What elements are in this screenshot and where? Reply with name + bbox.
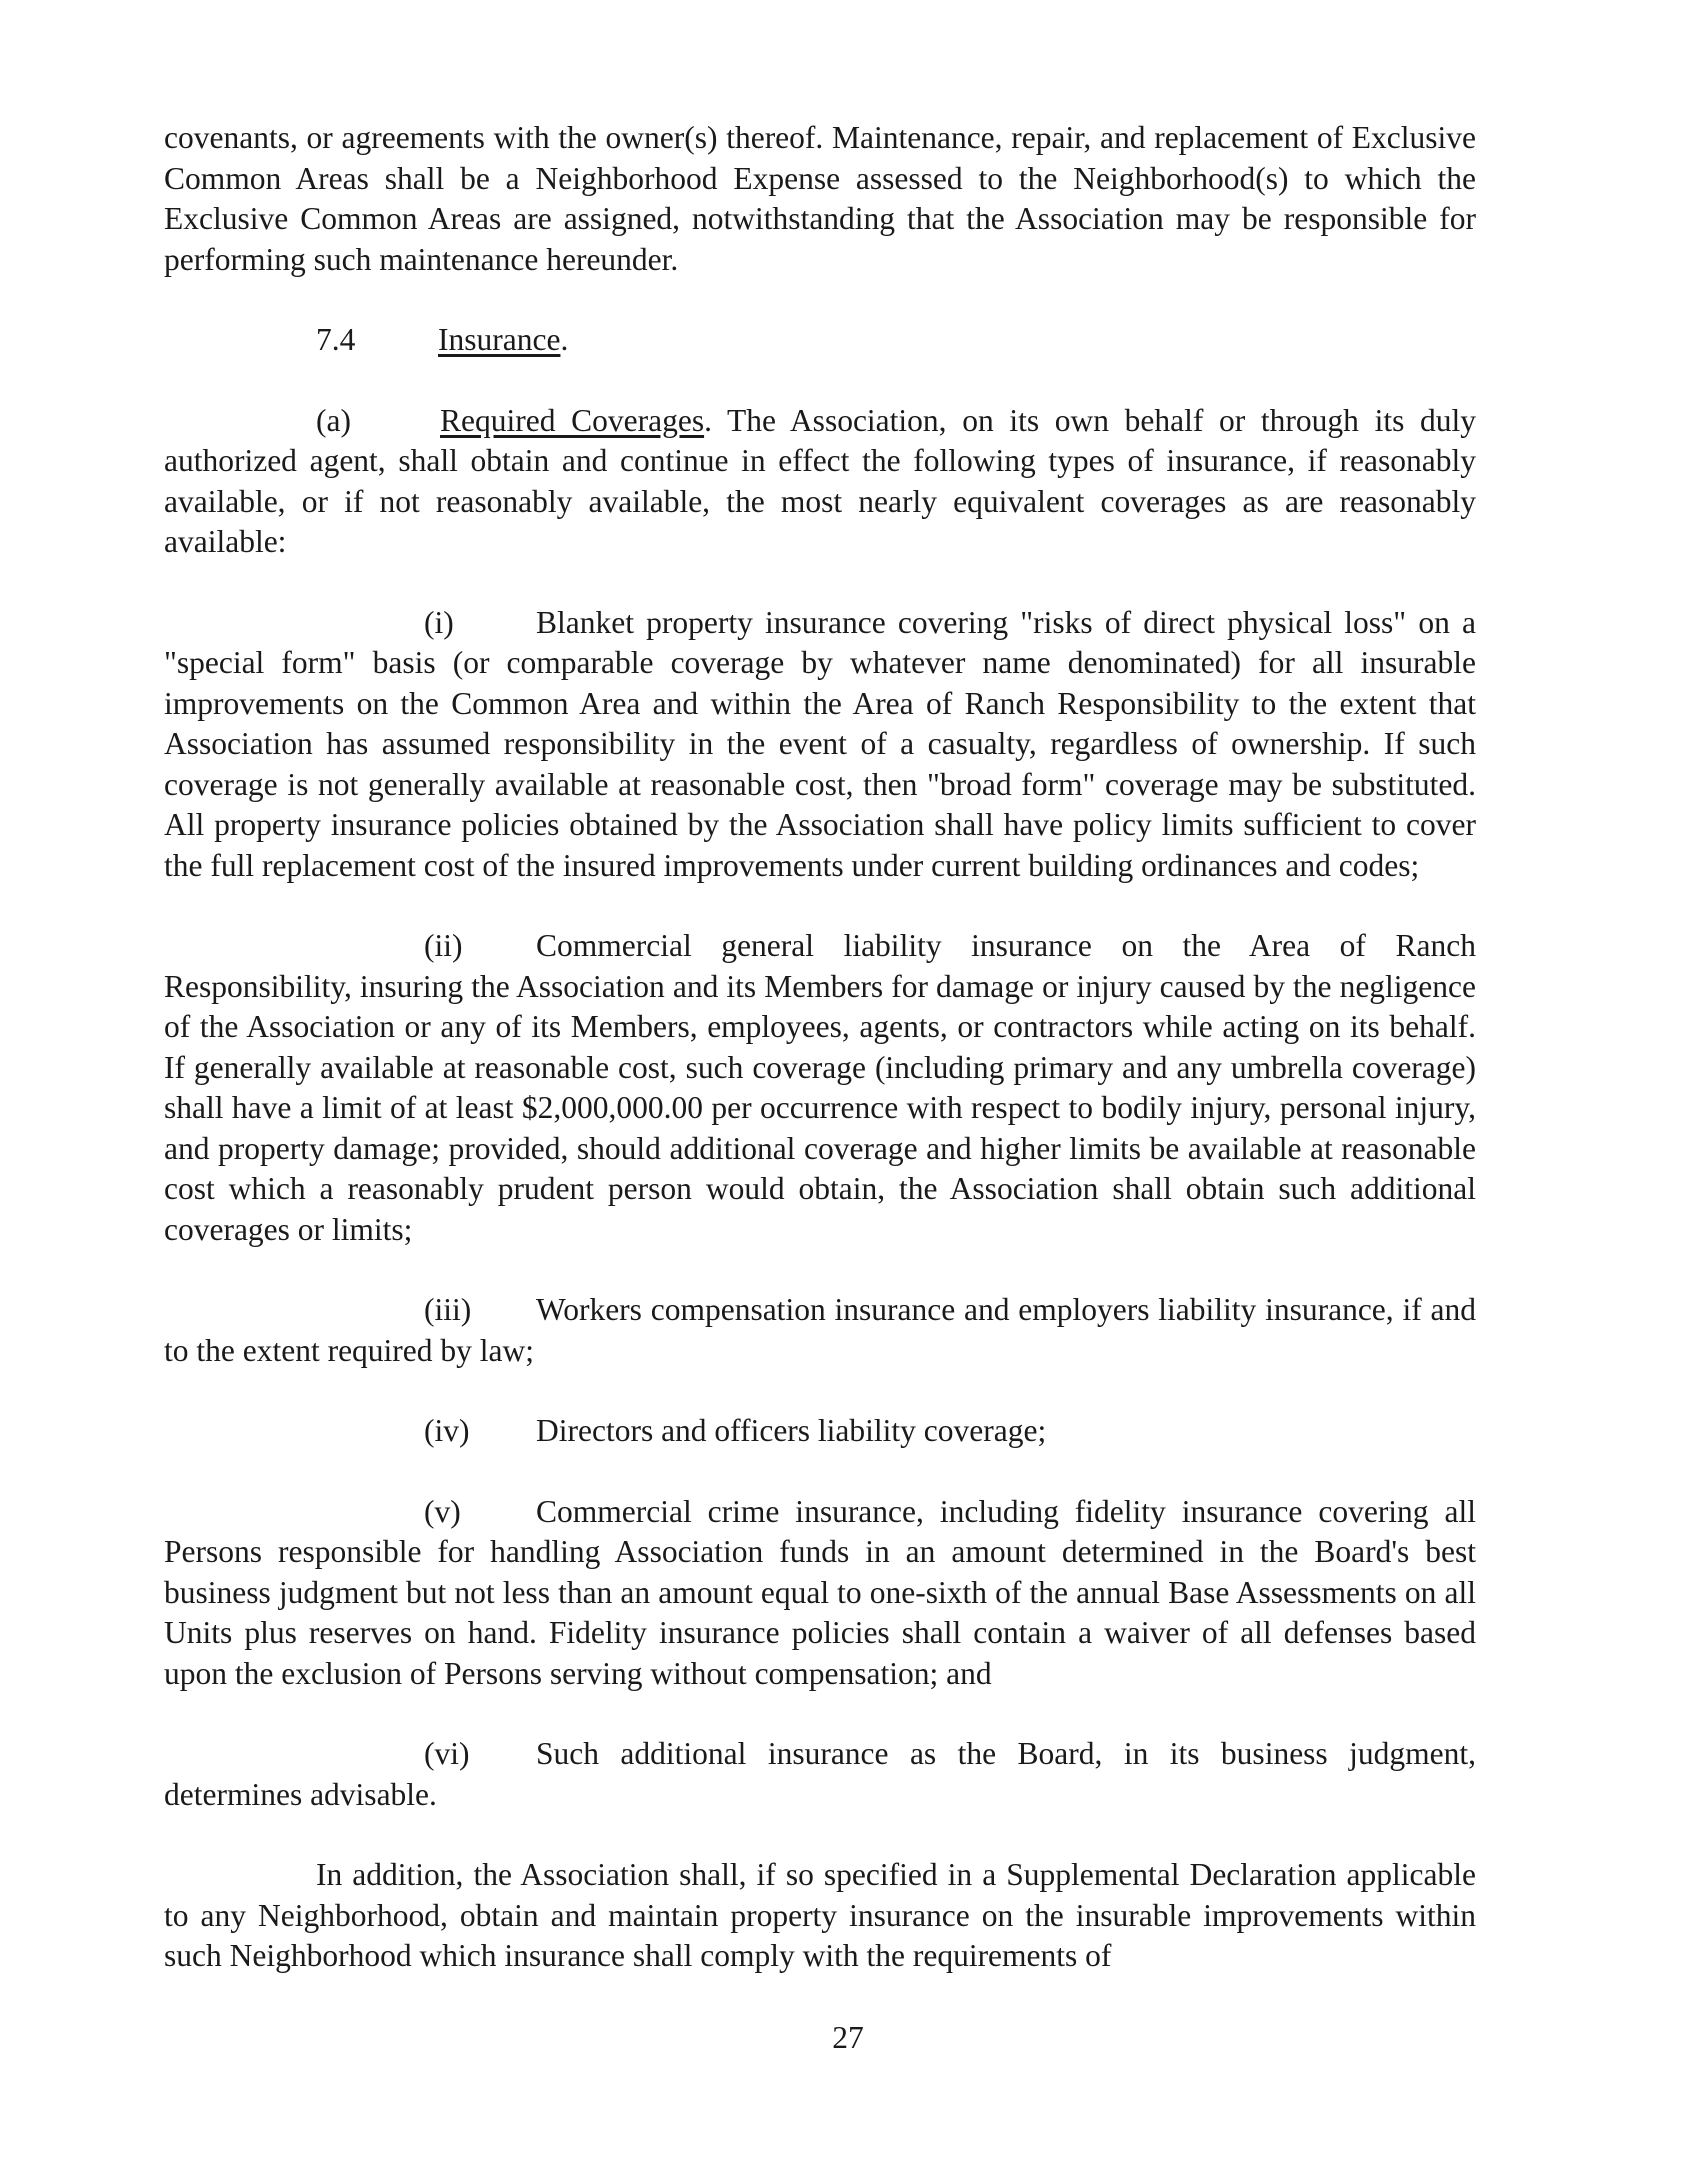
coverage-item-vi: [164, 1734, 1476, 1815]
coverage-item-iii: [164, 1290, 1476, 1371]
item-text: Workers compensation insurance and employers liability insurance, if and to the extent required by law;: [164, 1292, 1476, 1368]
section-title-suffix: .: [560, 322, 569, 357]
section-heading: [164, 320, 1476, 361]
item-text: Directors and officers liability coverage;: [536, 1413, 1047, 1448]
subsection-a-title-suffix: .: [704, 402, 712, 438]
item-label: (vi): [424, 1736, 470, 1771]
item-label: (iii): [424, 1292, 472, 1327]
coverage-item-i: [164, 603, 1476, 887]
opening-paragraph: covenants, or agreements with the owner(s) thereof. Maintenance, repair, and replacement of Exclusive Common Areas shall be a Neighborhood Expense assessed to the Neighborhood(s) to which the Exclusive Common Areas are assigned, notwithstanding that the Association may be responsible for performing such maintenance hereunder.: [164, 120, 1476, 277]
item-label: (i): [424, 604, 454, 640]
item-text: Blanket property insurance covering "risks of direct physical loss" on a "special form" basis (or comparable coverage by whatever name denominated) for all insurable improvements on the Common Area and within the Area of Ranch Responsibility to the extent that Association has assumed responsibility in the event of a casualty, regardless of ownership. If such coverage is not generally available at reasonable cost, then "broad form" coverage may be substituted. All property insurance policies obtained by the Association shall have policy limits sufficient to cover the full replacement cost of the insured improvements under current building ordinances and codes;: [164, 604, 1476, 883]
closing-paragraph: In addition, the Association shall, if so specified in a Supplemental Declaration applicable to any Neighborhood, obtain and maintain property insurance on the insurable improvements within such Neighborhood which insurance shall comply with the requirements of: [164, 1857, 1476, 1973]
subsection-a-title: Required Coverages: [440, 402, 705, 438]
section-number: 7.4: [316, 322, 356, 357]
subsection-a: [164, 401, 1476, 563]
coverage-item-v: [164, 1492, 1476, 1695]
item-label: (v): [424, 1493, 461, 1529]
coverage-item-ii: [164, 926, 1476, 1250]
coverage-item-iv: [164, 1411, 1476, 1452]
subsection-a-text: The Association, on its own behalf or through its duly authorized agent, shall obtain and continue in effect the following types of insurance, if reasonably available, or if not reasonably available, the most nearly equivalent coverages as are reasonably available:: [164, 402, 1476, 559]
item-label: (ii): [424, 928, 463, 963]
item-text: Such additional insurance as the Board, in its business judgment, determines advisable.: [164, 1736, 1476, 1812]
item-text: Commercial crime insurance, including fidelity insurance covering all Persons responsible for handling Association funds in an amount determined in the Board's best business judgment but not less than an amount equal to one-sixth of the annual Base Assessments on all Units plus reserves on hand. Fidelity insurance policies shall contain a waiver of all defenses based upon the exclusion of Persons serving without compensation; and: [164, 1493, 1476, 1691]
item-label: (iv): [424, 1413, 470, 1448]
section-title: Insurance: [438, 322, 561, 357]
page-number: 27: [832, 2020, 864, 2055]
subsection-a-label: (a): [316, 402, 351, 438]
document-page: [164, 118, 1476, 1977]
item-text: Commercial general liability insurance on the Area of Ranch Responsibility, insuring the Association and its Members for damage or injury caused by the negligence of the Association or any of its Members, employees, agents, or contractors while acting on its behalf. If generally available at reasonable cost, such coverage (including primary and any umbrella coverage) shall have a limit of at least $2,000,000.00 per occurrence with respect to bodily injury, personal injury, and property damage; provided, should additional coverage and higher limits be available at reasonable cost which a reasonably prudent person would obtain, the Association shall obtain such additional coverages or limits;: [164, 928, 1476, 1247]
